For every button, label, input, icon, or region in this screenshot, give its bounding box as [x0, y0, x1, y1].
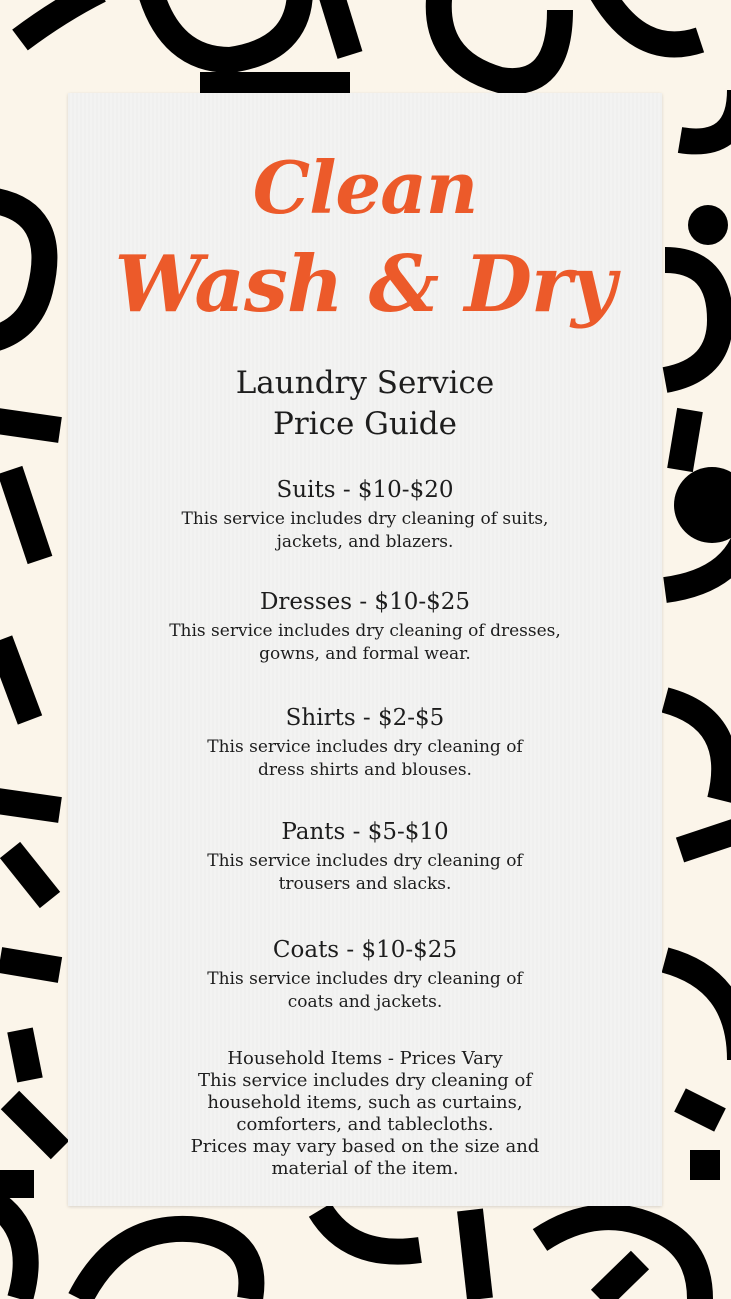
service-description-line: gowns, and formal wear. [259, 644, 471, 664]
service-description-line: This service includes dry cleaning of [207, 737, 523, 757]
service-description-line: trousers and slacks. [278, 874, 452, 894]
service-item-shirts [68, 703, 662, 782]
service-item-dresses [68, 587, 662, 666]
subtitle-line2: Price Guide [273, 406, 457, 442]
service-name: Pants - $5-$10 [281, 819, 449, 845]
brand-title-line1: Clean [252, 145, 478, 230]
household-line: This service includes dry cleaning of [197, 1070, 533, 1091]
subtitle-line1: Laundry Service [235, 365, 495, 401]
service-item-coats [68, 935, 662, 1014]
service-item-suits [68, 475, 662, 554]
service-description-line: This service includes dry cleaning of [207, 851, 523, 871]
household-line: material of the item. [271, 1158, 459, 1179]
household-line: Household Items - Prices Vary [227, 1048, 503, 1069]
service-description-line: dress shirts and blouses. [258, 760, 472, 780]
service-description-line: This service includes dry cleaning of dresses, [169, 621, 561, 641]
service-name: Dresses - $10-$25 [259, 589, 471, 615]
service-description-line: This service includes dry cleaning of suits, [181, 509, 549, 529]
service-name: Suits - $10-$20 [276, 477, 454, 503]
service-item-household [68, 1048, 662, 1180]
household-line: household items, such as curtains, [207, 1092, 523, 1113]
household-line: comforters, and tablecloths. [236, 1114, 494, 1135]
page-subtitle [68, 363, 662, 445]
service-description-line: jackets, and blazers. [276, 532, 454, 552]
service-name: Coats - $10-$25 [272, 937, 458, 963]
service-description-line: This service includes dry cleaning of [207, 969, 523, 989]
service-name: Shirts - $2-$5 [285, 705, 445, 731]
brand-title-line2: Wash & Dry [114, 239, 616, 330]
service-description-line: coats and jackets. [287, 992, 443, 1012]
service-item-pants [68, 817, 662, 896]
household-line: Prices may vary based on the size and [190, 1136, 540, 1157]
price-guide-card [68, 93, 662, 1206]
